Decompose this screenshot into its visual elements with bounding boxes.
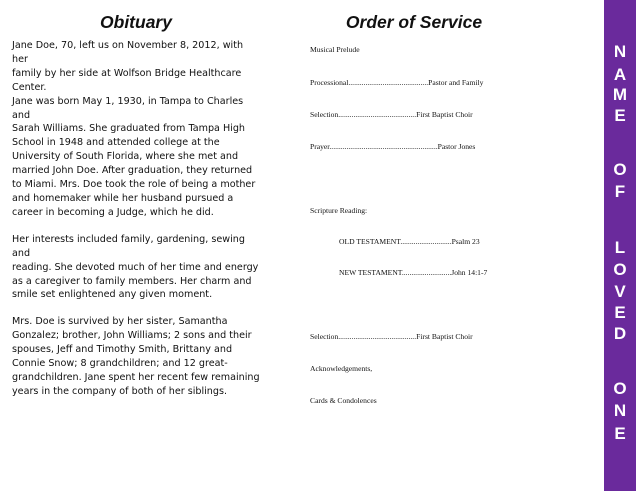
- sidebar-letter: O: [613, 379, 627, 398]
- text-line: career in becoming a Judge, which he did.: [12, 206, 214, 218]
- text-line: Jane Doe, 70, left us on November 8, 2012, with her: [12, 40, 244, 65]
- text-line: as a caregiver to family members. Her charm and: [12, 275, 252, 287]
- text-line: Her interests included family, gardening, sewing and: [12, 233, 245, 259]
- sidebar-letter: A: [613, 65, 627, 84]
- obituary-title: Obituary: [100, 12, 172, 32]
- text-line: spouses, Jeff and Timothy Smith, Brittany and: [12, 344, 233, 356]
- text-line: smile set enlightened any given moment.: [12, 289, 213, 301]
- service-item-selection-1: Selection.........................................First Baptist Choir: [310, 110, 473, 119]
- sidebar-letter: E: [614, 424, 626, 443]
- sidebar-letter: O: [613, 260, 627, 279]
- service-item-scripture-reading: Scripture Reading:: [310, 206, 368, 215]
- text-line: years in the company of both of her siblings.: [12, 385, 228, 397]
- sidebar-letter: N: [613, 401, 627, 420]
- text-line: married John Doe. After graduation, they returned: [12, 165, 253, 177]
- text-line: to Miami. Mrs. Doe took the role of being a mother: [12, 179, 256, 191]
- text-line: Jane was born May 1, 1930, in Tampa to Charles and: [12, 95, 244, 121]
- obituary-column: [12, 12, 260, 399]
- service-item-acknowledgements: Acknowledgements,: [310, 364, 373, 373]
- service-item-musical-prelude: Musical Prelude: [310, 45, 360, 54]
- sidebar-letter: D: [613, 324, 627, 343]
- order-of-service-title: Order of Service: [345, 12, 483, 32]
- text-line: Mrs. Doe is survived by her sister, Samantha: [12, 316, 228, 328]
- obituary-paragraph-1: [12, 39, 260, 95]
- service-item-selection-2: Selection.........................................First Baptist Choir: [310, 332, 473, 341]
- service-item-processional: Processional..........................................Pastor and Family: [310, 78, 484, 87]
- text-line: reading. She devoted much of her time and energy: [12, 261, 259, 273]
- obituary-paragraph-2: [12, 95, 260, 220]
- obituary-paragraph-3: [12, 233, 260, 303]
- service-item-new-testament: NEW TESTAMENT..........................John 14:1-7: [339, 268, 488, 277]
- sidebar-letter: L: [614, 238, 626, 257]
- text-line: Gonzalez; brother, John Williams; 2 sons and their: [12, 330, 252, 342]
- sidebar-letter: N: [613, 42, 627, 61]
- name-of-loved-one-sidebar: [604, 0, 636, 491]
- sidebar-letter: V: [614, 282, 626, 301]
- obituary-paragraph-4: [12, 315, 260, 398]
- service-item-prayer: Prayer.........................................................Pastor Jones: [310, 142, 476, 151]
- sidebar-letter: M: [612, 85, 628, 104]
- text-line: Connie Snow; 8 grandchildren; and 12 great-: [12, 358, 228, 370]
- text-line: Center.: [12, 81, 47, 93]
- text-line: grandchildren. Jane spent her recent few remaining: [12, 371, 260, 383]
- text-line: and homemaker while her husband pursued a: [12, 192, 234, 204]
- service-item-old-testament: OLD TESTAMENT...........................Psalm 23: [339, 237, 480, 246]
- text-line: family by her side at Wolfson Bridge Healthcare: [12, 67, 242, 79]
- text-line: School in 1948 and attended college at the: [12, 137, 220, 149]
- text-line: Sarah Williams. She graduated from Tampa High: [12, 123, 246, 135]
- sidebar-letter: O: [613, 160, 627, 179]
- sidebar-letter: F: [614, 182, 626, 201]
- text-line: University of South Florida, where she met and: [12, 151, 239, 163]
- order-of-service-column: [310, 12, 518, 39]
- sidebar-letter: E: [614, 106, 626, 125]
- sidebar-letter: E: [614, 303, 626, 322]
- service-item-cards-condolences: Cards & Condolences: [310, 396, 377, 405]
